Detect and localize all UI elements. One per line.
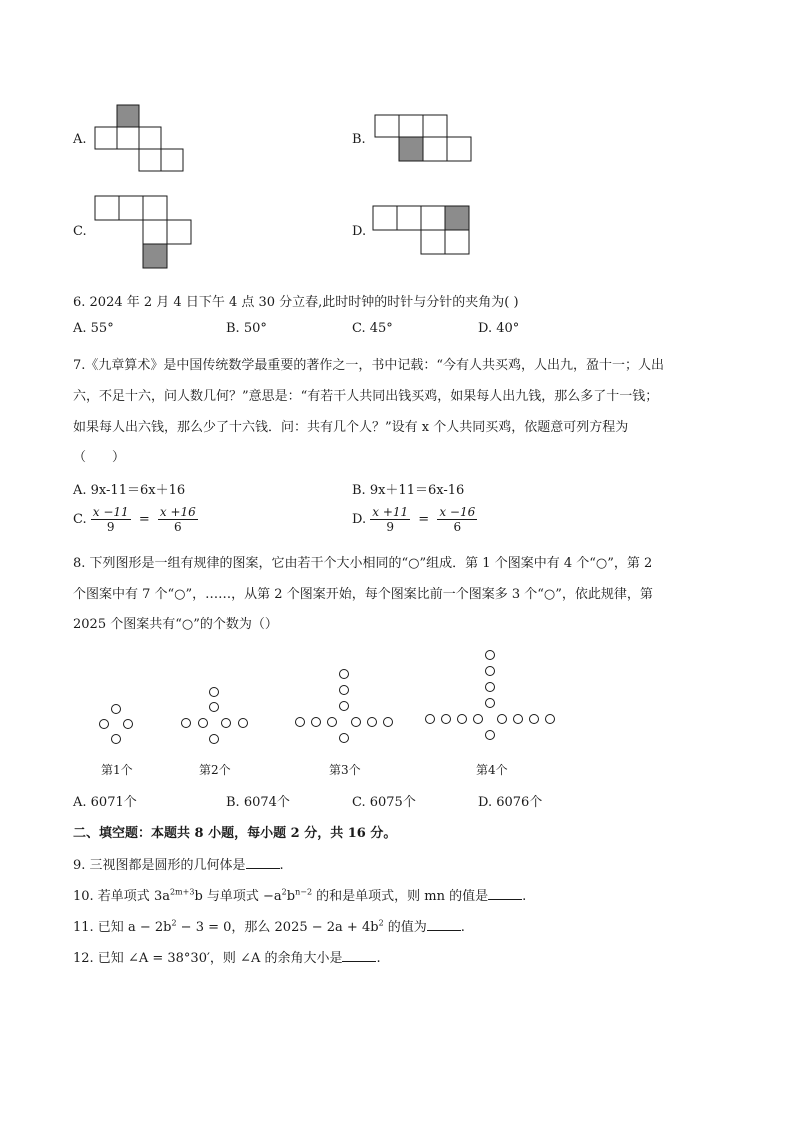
option-d-label: D. [352,224,367,239]
q9 [73,854,284,873]
pattern-label-3: 第3个 [329,763,361,777]
q10-suffix: 的和是单项式，则 mn 的值是 [312,889,489,904]
pattern-figure-3 [290,665,400,749]
q6-option-b: B. 50° [226,321,267,336]
exponent: 2 [378,918,384,928]
period: . [279,858,284,873]
answer-blank [427,918,461,931]
q7-line-3: 如果每人出六钱，那么少了十六钱．问：共有几个人？”设有 x 个人共同买鸡，依题意可列方程为 [73,420,629,435]
q11-mid: − 3 = 0，那么 2025 − 2a + 4b [176,920,379,935]
answer-blank [342,949,376,962]
numerator: x +16 [159,505,196,519]
q8-option-a: A. 6071个 [73,795,137,810]
fraction [91,505,131,534]
answer-blank [246,856,280,869]
q11 [73,916,465,935]
equals-sign: = [418,512,430,527]
q10-mid1: b 与单项式 −a [194,889,282,904]
q11-prefix: 11. 已知 a − 2b [73,920,172,935]
period: . [522,889,527,904]
option-c-label: C. [73,224,87,239]
numerator: x −16 [439,505,476,519]
q8-line-2: 个图案中有 7 个“○”，……，从第 2 个图案开始，每个图案比前一个图案多 3 个“○”，依此规律，第 [73,587,653,602]
q10 [73,885,526,904]
q6-stem: 6. 2024 年 2 月 4 日下午 4 点 30 分立春,此时时钟的时针与分针的夹角为( ) [73,295,519,310]
fraction [158,505,198,534]
denominator: 6 [453,520,462,534]
q7-option-d-label: D. [352,512,367,527]
q8-option-b: B. 6074个 [226,795,290,810]
denominator: 6 [173,520,182,534]
q7-option-d [352,505,477,534]
cube-net-b [374,114,474,164]
fraction [370,505,410,534]
cube-net-d [372,205,472,257]
q12-text: 12. 已知 ∠A = 38°30′，则 ∠A 的余角大小是 [73,951,343,966]
pattern-label-4: 第4个 [476,763,508,777]
q10-mid2: b [286,889,296,904]
pattern-label-1: 第1个 [101,763,133,777]
q7-line-2: 六，不足十六，问人数几何？”意思是：“有若干人共同出钱买鸡，如果每人出九钱，那么多了十一钱； [73,389,659,404]
q8-line-1: 8. 下列图形是一组有规律的图案，它由若干个大小相同的“○”组成．第 1 个图案中有 4 个“○”，第 2 [73,556,653,571]
q10-prefix: 10. 若单项式 3a [73,889,170,904]
pattern-figure-4 [420,646,566,746]
exponent: 2m+3 [169,887,195,897]
numerator: x +11 [372,505,409,519]
pattern-figure-1 [96,700,140,750]
cube-net-a [94,104,186,172]
q11-suffix: 的值为 [383,920,427,935]
section-heading: 二、填空题：本题共 8 小题，每小题 2 分，共 16 分。 [73,826,397,841]
q9-text: 9. 三视图都是圆形的几何体是 [73,858,246,873]
q8-line-3: 2025 个图案共有“○”的个数为（） [73,617,278,632]
fraction [437,505,477,534]
equals-sign: = [138,512,150,527]
q7-option-c [73,505,198,534]
q8-option-d: D. 6076个 [478,795,543,810]
exponent: 2 [171,918,177,928]
q7-option-b: B. 9x＋11＝6x-16 [352,483,465,498]
q6-option-d: D. 40° [478,321,520,336]
pattern-label-2: 第2个 [199,763,231,777]
exponent: 2 [281,887,287,897]
q7-line-4: （ ） [73,450,126,465]
exponent: n−2 [295,887,313,897]
q7-line-1: 7.《九章算术》是中国传统数学最重要的著作之一，书中记载：“今有人共买鸡，人出九，盈十一；人出 [73,358,665,373]
q12 [73,947,381,966]
cube-net-c [94,195,196,271]
q7-option-c-label: C. [73,512,87,527]
period: . [376,951,381,966]
option-b-label: B. [352,132,366,147]
period: . [460,920,465,935]
q6-option-c: C. 45° [352,321,393,336]
numerator: x −11 [92,505,129,519]
answer-blank [488,887,522,900]
q6-option-a: A. 55° [73,321,114,336]
denominator: 9 [386,520,394,534]
q7-option-a: A. 9x-11＝6x＋16 [73,483,186,498]
option-a-label: A. [73,132,87,147]
q8-option-c: C. 6075个 [352,795,416,810]
denominator: 9 [106,520,115,534]
pattern-figure-2 [176,683,256,749]
